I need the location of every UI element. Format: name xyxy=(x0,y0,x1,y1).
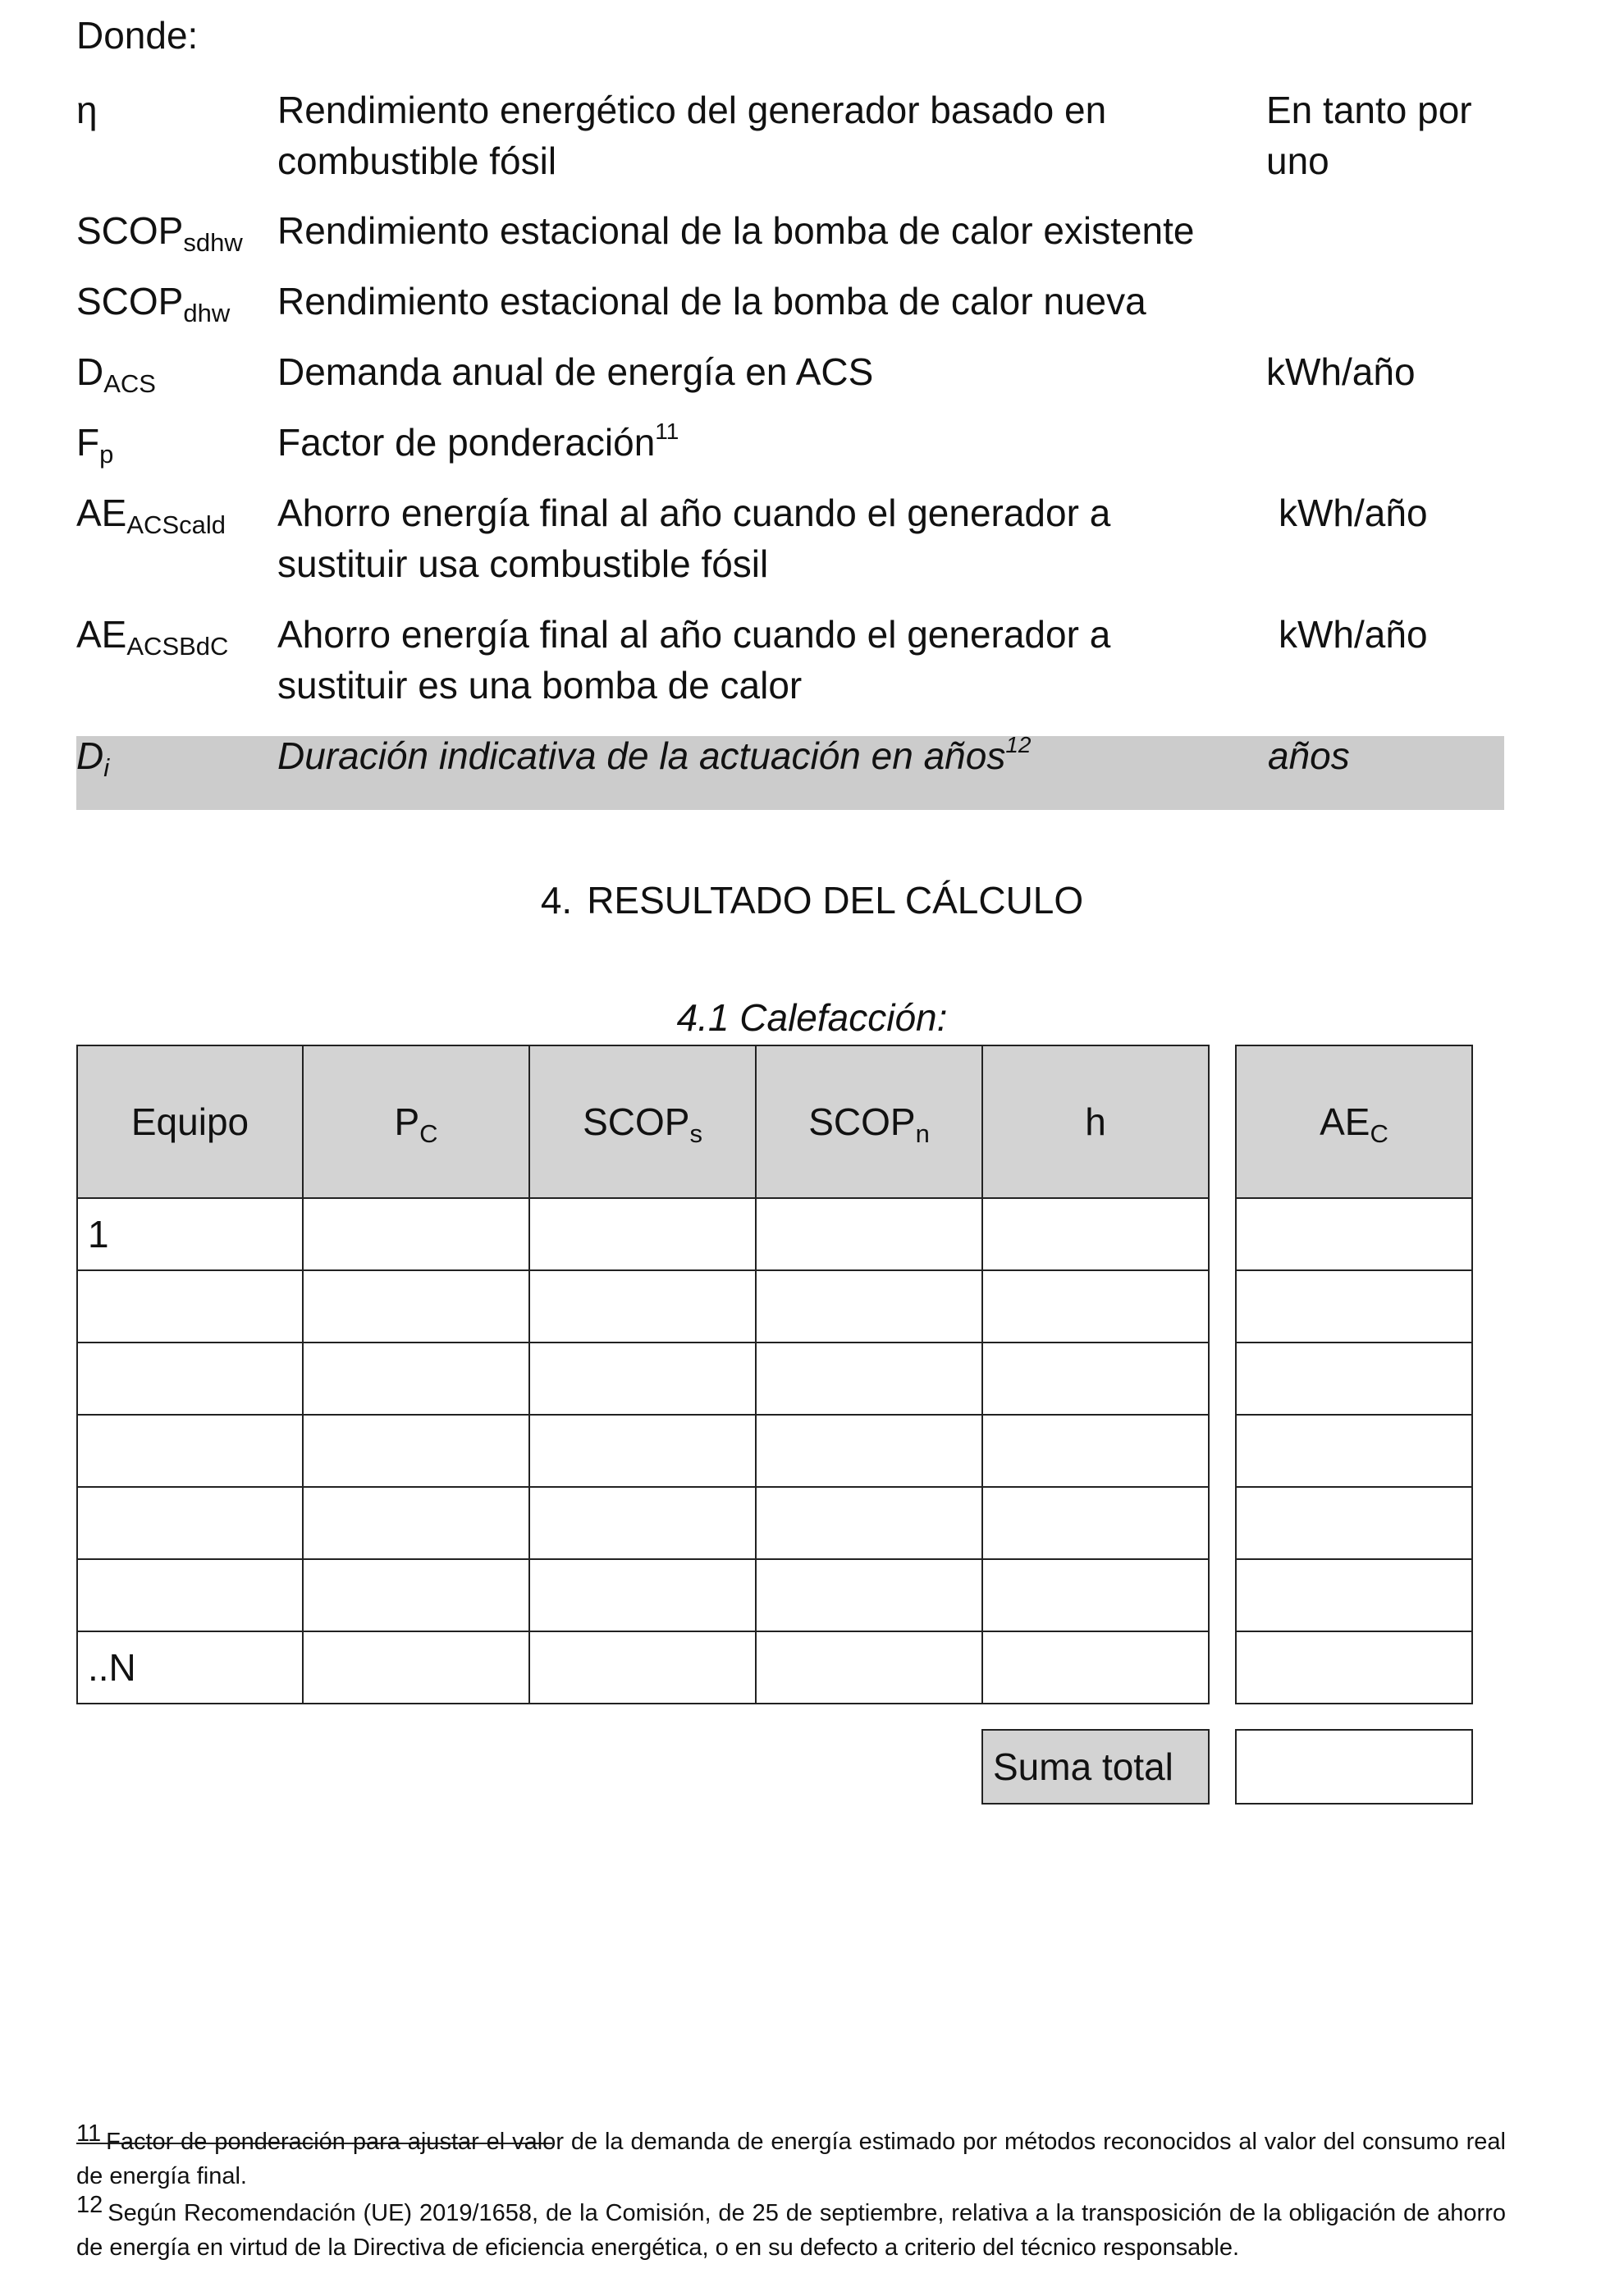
definition-description: Demanda anual de energía en ACS xyxy=(277,350,874,393)
definition-symbol: $SCOP_{dhw}$ xyxy=(76,280,231,327)
table-cell xyxy=(981,1414,1210,1488)
total-value-cell xyxy=(1235,1729,1473,1805)
total-label: Suma total xyxy=(993,1745,1173,1788)
footnote xyxy=(76,2192,1506,2265)
table-cell xyxy=(528,1631,757,1704)
table-cell xyxy=(755,1342,983,1416)
definition-unit: En tanto por uno xyxy=(1266,89,1472,182)
header-label: $AE_C$ xyxy=(1320,1100,1388,1148)
footnote-ref: 11 xyxy=(655,419,679,444)
total-label-cell xyxy=(981,1729,1210,1805)
footnote-text: Según Recomendación (UE) 2019/1658, de la Comisión, de 25 de septiembre, relativa a la transposición de la obligación de ahorro de energía en virtud de la Directiva de eficiencia energética, o en su defecto a criterio del técnico responsable. xyxy=(76,2200,1506,2261)
table-cell xyxy=(302,1486,530,1560)
row-label: 1 xyxy=(88,1213,109,1256)
table-cell xyxy=(981,1197,1210,1271)
table-cell xyxy=(528,1269,757,1343)
definition-symbol: $F_p$ xyxy=(76,421,114,469)
definition-unit: kWh/año xyxy=(1266,350,1416,393)
table-cell-equipo xyxy=(76,1269,304,1343)
definition-symbol: $D_{ACS}$ xyxy=(76,350,156,398)
table-cell-equipo xyxy=(76,1342,304,1416)
table-cell xyxy=(528,1558,757,1632)
table-cell-equipo xyxy=(76,1486,304,1560)
definition-description: Duración indicativa de la actuación en años$^{12}$ xyxy=(277,732,1032,777)
table-cell-result xyxy=(1235,1342,1473,1416)
table-cell-equipo xyxy=(76,1631,304,1704)
table-cell xyxy=(755,1486,983,1560)
definition-description: Factor de ponderación$^{11}$ xyxy=(277,419,679,464)
definition-description: Rendimiento estacional de la bomba de calor nueva xyxy=(277,280,1146,322)
table-cell-result xyxy=(1235,1414,1473,1488)
row-label: ..N xyxy=(88,1646,136,1689)
table-cell xyxy=(981,1342,1210,1416)
table-cell xyxy=(302,1269,530,1343)
definition-symbol: $AE_{ACScald}$ xyxy=(76,492,226,539)
footnote-number: 12 xyxy=(76,2192,103,2218)
table-cell-result xyxy=(1235,1486,1473,1560)
subsection-title: 4.1 Calefacción: xyxy=(676,996,948,1039)
definition-symbol: $SCOP_{sdhw}$ xyxy=(76,209,243,257)
table-cell xyxy=(755,1631,983,1704)
definition-unit: kWh/año xyxy=(1279,613,1428,656)
header-label: $P_C$ xyxy=(394,1100,438,1148)
table-cell-result xyxy=(1235,1197,1473,1271)
header-cell-equipo xyxy=(76,1045,304,1199)
definition-symbol: $D_i$ xyxy=(76,734,110,782)
table-cell-equipo xyxy=(76,1558,304,1632)
table-cell xyxy=(528,1197,757,1271)
intro-label: Donde: xyxy=(76,14,199,57)
header-cell-h xyxy=(981,1045,1210,1199)
definition-description: Rendimiento estacional de la bomba de calor existente xyxy=(277,209,1195,252)
definition-symbol: η xyxy=(76,89,98,131)
header-cell-pc xyxy=(302,1045,530,1199)
definition-unit: kWh/año xyxy=(1279,492,1428,534)
table-cell xyxy=(981,1486,1210,1560)
footnote xyxy=(76,2120,1506,2193)
header-cell-scopn xyxy=(755,1045,983,1199)
header-label: Equipo xyxy=(130,1100,249,1143)
footnote-text: Factor de ponderación para ajustar el valor de la demanda de energía estimado por métodos reconocidos al valor del consumo real de energía final. xyxy=(76,2129,1506,2189)
table-cell-result xyxy=(1235,1269,1473,1343)
table-cell xyxy=(528,1414,757,1488)
definition-symbol: $AE_{ACSBdC}$ xyxy=(76,613,229,661)
table-cell xyxy=(755,1269,983,1343)
table-cell xyxy=(302,1631,530,1704)
header-label: $SCOP_n$ xyxy=(808,1100,930,1148)
footnote-ref: 12 xyxy=(1005,732,1032,757)
table-cell-equipo xyxy=(76,1414,304,1488)
table-cell xyxy=(302,1197,530,1271)
table-cell xyxy=(302,1342,530,1416)
header-cell-scops xyxy=(528,1045,757,1199)
table-cell xyxy=(981,1269,1210,1343)
table-cell-result xyxy=(1235,1631,1473,1704)
table-cell-result xyxy=(1235,1558,1473,1632)
table-cell xyxy=(981,1558,1210,1632)
table-cell xyxy=(755,1197,983,1271)
footnote-number: 11 xyxy=(76,2120,102,2147)
table-cell xyxy=(528,1486,757,1560)
header-label: $SCOP_s$ xyxy=(583,1100,702,1148)
table-cell xyxy=(755,1558,983,1632)
table-cell xyxy=(528,1342,757,1416)
header-label: h xyxy=(1085,1100,1106,1143)
table-cell xyxy=(981,1631,1210,1704)
table-cell xyxy=(302,1414,530,1488)
definition-description: Rendimiento energético del generador basado en combustible fósil xyxy=(277,89,1107,182)
table-cell xyxy=(302,1558,530,1632)
section-title: 4. RESULTADO DEL CÁLCULO xyxy=(540,879,1084,922)
definition-description: Ahorro energía final al año cuando el generador a sustituir es una bomba de calor xyxy=(277,613,1111,707)
definition-unit: años xyxy=(1268,734,1350,777)
header-cell-aec xyxy=(1235,1045,1473,1199)
definition-description: Ahorro energía final al año cuando el generador a sustituir usa combustible fósil xyxy=(277,492,1111,585)
table-cell-equipo xyxy=(76,1197,304,1271)
table-cell xyxy=(755,1414,983,1488)
